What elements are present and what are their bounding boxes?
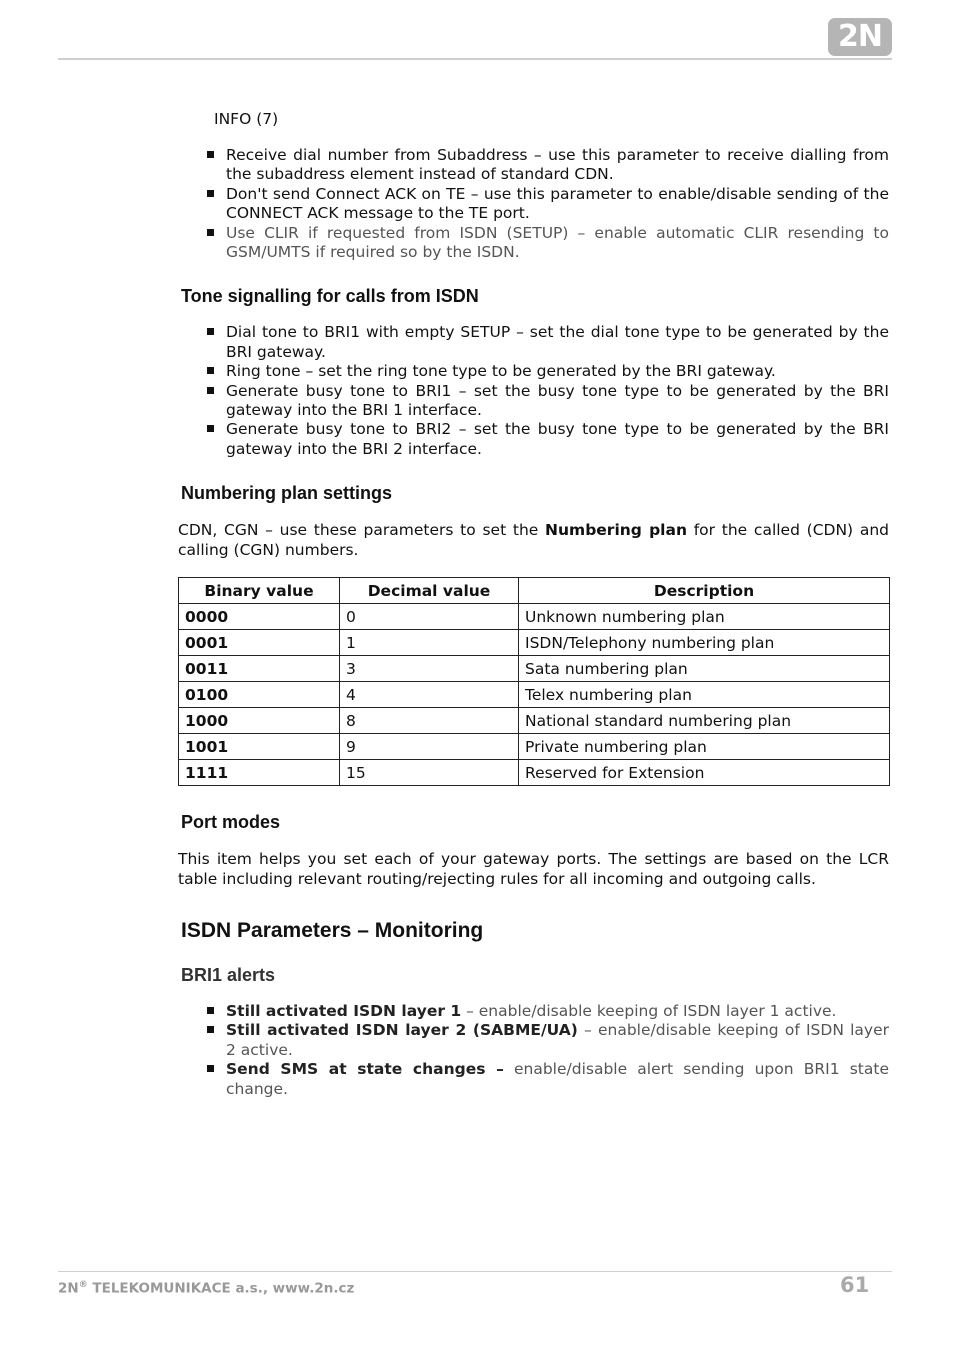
column-header: Decimal value [340, 578, 519, 604]
bullet-square-icon [207, 229, 214, 236]
column-header: Description [519, 578, 890, 604]
decimal-cell: 9 [340, 734, 519, 760]
binary-cell: 0001 [179, 630, 340, 656]
bri1-alerts-heading: BRI1 alerts [181, 964, 276, 985]
list-item: Receive dial number from Subaddress – use this parameter to receive dialling from the subaddress element instead of standard CDN. [178, 146, 889, 185]
footer-company: 2N® TELEKOMUNIKACE a.s., www.2n.cz [58, 1280, 355, 1297]
bullet-square-icon [207, 367, 214, 374]
list-item: Still activated ISDN layer 1 – enable/disable keeping of ISDN layer 1 active. [178, 1002, 889, 1021]
table-row [179, 760, 890, 786]
binary-cell: 1000 [179, 708, 340, 734]
monitoring-bullet-list [178, 1002, 889, 1099]
binary-cell: 0000 [179, 604, 340, 630]
table-header-row [179, 578, 890, 604]
list-item: Dial tone to BRI1 with empty SETUP – set the dial tone type to be generated by the BRI gateway. [178, 323, 889, 362]
list-item: Don't send Connect ACK on TE – use this parameter to enable/disable sending of the CONNECT ACK message to the TE port. [178, 185, 889, 224]
list-item: Generate busy tone to BRI1 – set the busy tone type to be generated by the BRI gateway into the BRI 1 interface. [178, 382, 889, 421]
decimal-cell: 15 [340, 760, 519, 786]
bullet-square-icon [207, 328, 214, 335]
column-header: Binary value [179, 578, 340, 604]
port-modes-paragraph: This item helps you set each of your gateway ports. The settings are based on the LCR table including relevant routing/rejecting rules for all incoming and outgoing calls. [178, 850, 889, 888]
info-line: INFO (7) [214, 110, 279, 128]
list-item: Generate busy tone to BRI2 – set the busy tone type to be generated by the BRI gateway into the BRI 2 interface. [178, 420, 889, 459]
bullet-square-icon [207, 1026, 214, 1033]
company-logo: 2N [828, 18, 892, 56]
table-row [179, 656, 890, 682]
bullet-square-icon [207, 1065, 214, 1072]
binary-cell: 0011 [179, 656, 340, 682]
decimal-cell: 0 [340, 604, 519, 630]
numbering-plan-table [178, 577, 890, 786]
list-item: Send SMS at state changes – enable/disable alert sending upon BRI1 state change. [178, 1060, 889, 1099]
monitoring-heading: ISDN Parameters – Monitoring [181, 918, 484, 942]
binary-cell: 1111 [179, 760, 340, 786]
decimal-cell: 4 [340, 682, 519, 708]
header-divider [58, 58, 892, 60]
description-cell: ISDN/Telephony numbering plan [519, 630, 890, 656]
list-item: Still activated ISDN layer 2 (SABME/UA) – enable/disable keeping of ISDN layer 2 active. [178, 1021, 889, 1060]
table-row [179, 604, 890, 630]
binary-cell: 0100 [179, 682, 340, 708]
table-row [179, 734, 890, 760]
page-number: 61 [840, 1273, 870, 1297]
description-cell: Telex numbering plan [519, 682, 890, 708]
top-bullet-list [178, 146, 889, 262]
bullet-square-icon [207, 151, 214, 158]
description-cell: Unknown numbering plan [519, 604, 890, 630]
table-row [179, 630, 890, 656]
decimal-cell: 1 [340, 630, 519, 656]
page-content [178, 108, 889, 1099]
list-item: Ring tone – set the ring tone type to be generated by the BRI gateway. [178, 362, 889, 381]
list-item: Use CLIR if requested from ISDN (SETUP) – enable automatic CLIR resending to GSM/UMTS if required so by the ISDN. [178, 224, 889, 263]
footer-divider [58, 1271, 892, 1272]
tone-bullet-list [178, 323, 889, 459]
decimal-cell: 8 [340, 708, 519, 734]
description-cell: Sata numbering plan [519, 656, 890, 682]
binary-cell: 1001 [179, 734, 340, 760]
port-modes-heading: Port modes [181, 812, 281, 833]
decimal-cell: 3 [340, 656, 519, 682]
table-row [179, 682, 890, 708]
description-cell: Reserved for Extension [519, 760, 890, 786]
bullet-square-icon [207, 190, 214, 197]
bullet-square-icon [207, 387, 214, 394]
description-cell: Private numbering plan [519, 734, 890, 760]
numbering-heading: Numbering plan settings [181, 483, 393, 504]
bullet-square-icon [207, 1007, 214, 1014]
numbering-paragraph: CDN, CGN – use these parameters to set the Numbering plan for the called (CDN) and calling (CGN) numbers. [178, 521, 889, 559]
table-row [179, 708, 890, 734]
bullet-square-icon [207, 425, 214, 432]
description-cell: National standard numbering plan [519, 708, 890, 734]
tone-heading: Tone signalling for calls from ISDN [181, 286, 479, 307]
